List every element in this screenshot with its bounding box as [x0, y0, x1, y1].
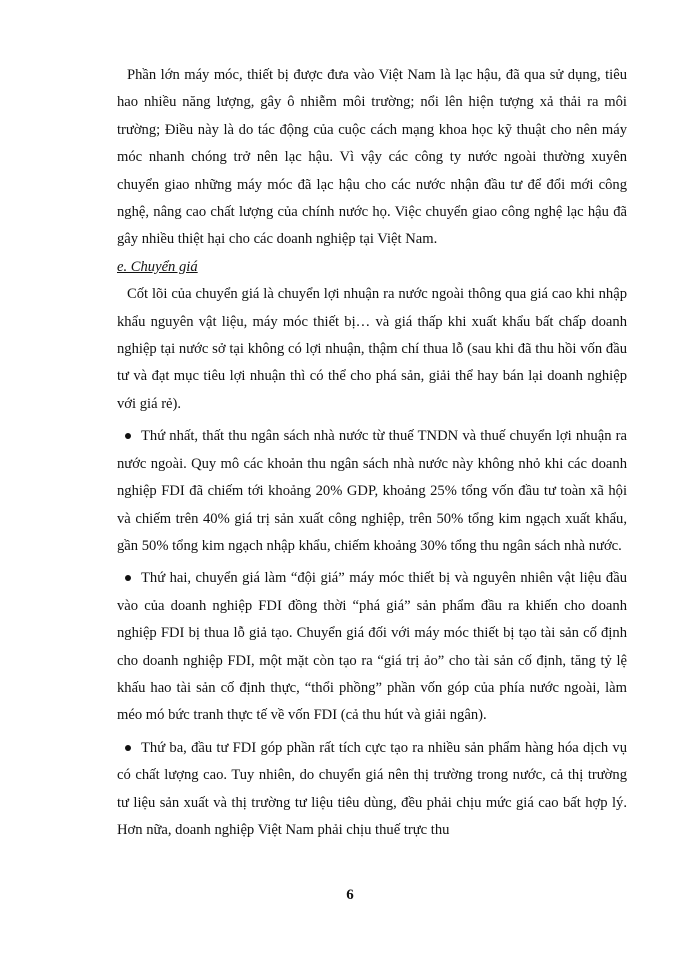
bullet-dot-icon — [125, 575, 131, 581]
bullet-item-second — [117, 565, 627, 729]
paragraph-transfer-pricing-core: Cốt lõi của chuyển giá là chuyển lợi nhuận ra nước ngoài thông qua giá cao khi nhập khẩu nguyên vật liệu, máy móc thiết bị… và giá thấp khi xuất khẩu bất chấp doanh nghiệp tại nước sở tại không có lợi nhuận, thậm chí thua lỗ (sau khi đã thu hồi vốn đầu tư và đạt mục tiêu lợi nhuận thì có thể cho phá sản, giải thể hay bán lại doanh nghiệp với giá rẻ). — [117, 286, 627, 412]
bullet-dot-icon — [125, 745, 131, 751]
section-heading-transfer-pricing: e. Chuyển giá — [117, 258, 198, 275]
bullet-text: Thứ ba, đầu tư FDI góp phần rất tích cực tạo ra nhiều sản phẩm hàng hóa dịch vụ có chất lượng cao. Tuy nhiên, do chuyển giá nên thị trường trong nước, cả thị trường tư liệu sản xuất và thị trường tư liệu tiêu dùng, đều phải chịu mức giá cao bất hợp lý. Hơn nữa, doanh nghiệp Việt Nam phải chịu thuế trực thu — [117, 739, 627, 838]
bullet-item-third — [117, 735, 627, 845]
bullet-text: Thứ hai, chuyển giá làm “đội giá” máy móc thiết bị và nguyên nhiên vật liệu đầu vào của doanh nghiệp FDI đồng thời “phá giá” sản phẩm đầu ra khiến cho doanh nghiệp FDI bị thua lỗ giả tạo. Chuyển giá đối với máy móc thiết bị tạo tài sản cố định cho doanh nghiệp FDI, một mặt còn tạo ra “giá trị ảo” cho tài sản cố định, tăng tỷ lệ khấu hao tài sản cố định thực, “thổi phồng” phần vốn góp của phía nước ngoài, làm méo mó bức tranh thực tế về vốn FDI (cả thu hút và giải ngân). — [117, 570, 627, 724]
bullet-item-first — [117, 423, 627, 560]
paragraph-outdated-technology: Phần lớn máy móc, thiết bị được đưa vào Việt Nam là lạc hậu, đã qua sử dụng, tiêu hao nhiều năng lượng, gây ô nhiễm môi trường; nổi lên hiện tượng xả thải ra môi trường; Điều này là do tác động của cuộc cách mạng khoa học kỹ thuật cho nên máy móc nhanh chóng trở nên lạc hậu. Vì vậy các công ty nước ngoài thường xuyên chuyển giao những máy móc đã lạc hậu cho các nước nhận đầu tư để đổi mới công nghệ, nâng cao chất lượng của chính nước họ. Việc chuyển giao công nghệ lạc hậu đã gây nhiều thiệt hại cho các doanh nghiệp tại Việt Nam. — [117, 67, 627, 248]
page-number: 6 — [346, 887, 354, 903]
bullet-text: Thứ nhất, thất thu ngân sách nhà nước từ thuế TNDN và thuế chuyển lợi nhuận ra nước ngoài. Quy mô các khoản thu ngân sách nhà nước này không nhỏ khi các doanh nghiệp FDI đã chiếm tới khoảng 20% GDP, khoảng 25% tổng vốn đầu tư toàn xã hội và chiếm trên 40% giá trị sản xuất công nghiệp, trên 50% tổng kim ngạch xuất khẩu, gần 50% tổng kim ngạch nhập khẩu, chiếm khoảng 30% tổng thu ngân sách nhà nước. — [117, 428, 627, 554]
bullet-dot-icon — [125, 433, 131, 439]
document-body — [117, 62, 627, 844]
